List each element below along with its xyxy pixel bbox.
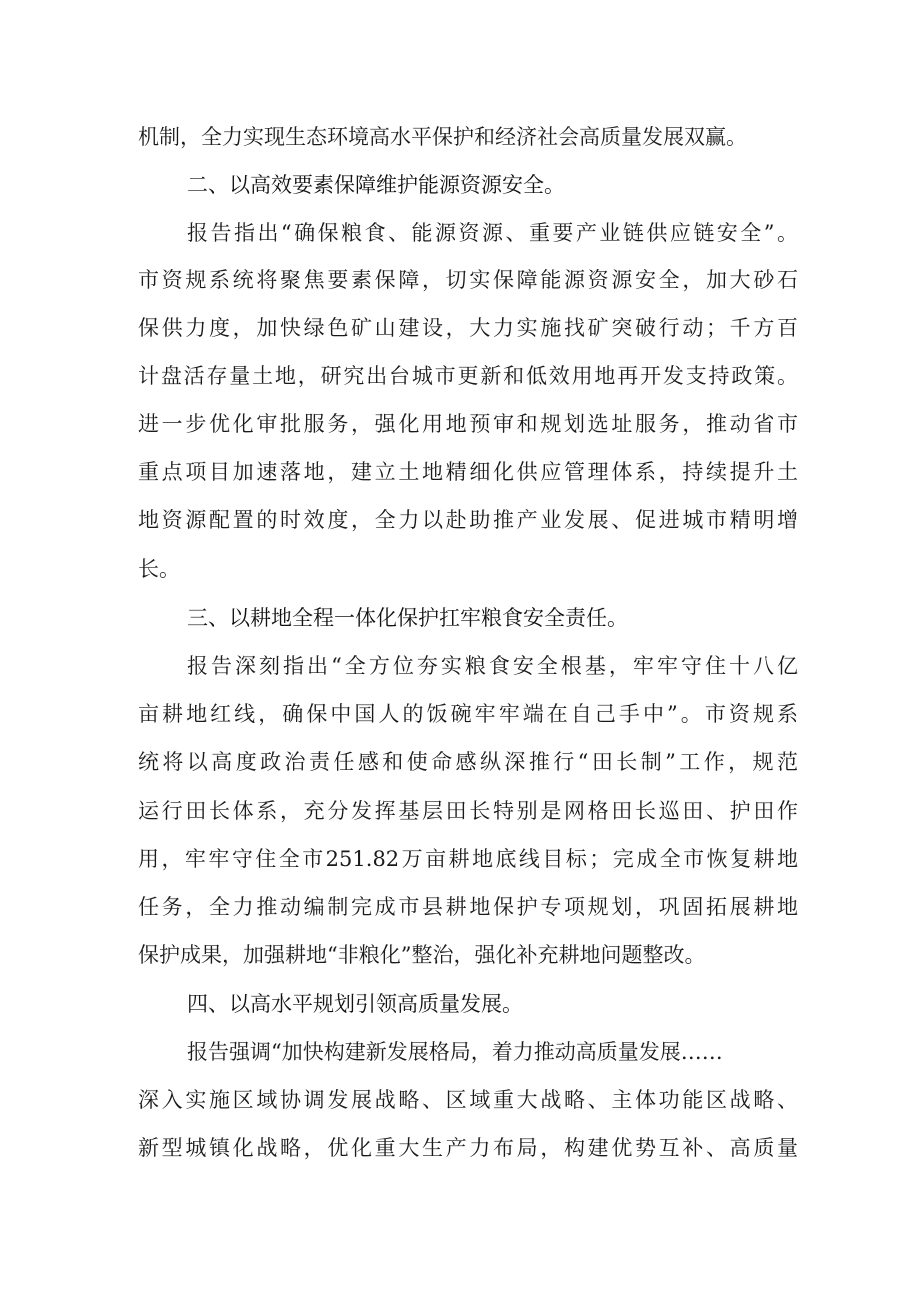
paragraph-line: 任务，全力推动编制完成市县耕地保护专项规划，巩固拓展耕地 (138, 895, 798, 919)
paragraph-line: 保护成果，加强耕地“非粮化”整治，强化补充耕地问题整改。 (138, 943, 706, 967)
paragraph-line: 亩耕地红线，确保中国人的饭碗牢牢端在自己手中”。市资规系 (138, 702, 798, 726)
paragraph-line: 市资规系统将聚焦要素保障，切实保障能源资源安全，加大砂石 (138, 268, 798, 292)
section-heading-2: 二、以高效要素保障维护能源资源安全。 (187, 173, 565, 197)
paragraph-line: 长。 (138, 557, 180, 581)
paragraph-line: 报告深刻指出“全方位夯实粮食安全根基，牢牢守住十八亿 (187, 654, 798, 678)
paragraph-line: 深入实施区域协调发展战略、区域重大战略、主体功能区战略、 (138, 1088, 798, 1112)
paragraph-line: 保供力度，加快绿色矿山建设，大力实施找矿突破行动；千方百 (138, 316, 798, 340)
paragraph-line: 统将以高度政治责任感和使命感纵深推行“田长制”工作，规范 (138, 750, 798, 774)
paragraph-line: 重点项目加速落地，建立土地精细化供应管理体系，持续提升土 (138, 460, 798, 484)
paragraph-line: 进一步优化审批服务，强化用地预审和规划选址服务，推动省市 (138, 412, 798, 436)
section-heading-3: 三、以耕地全程一体化保护扛牢粮食安全责任。 (187, 606, 628, 630)
paragraph-line: 报告指出“确保粮食、能源资源、重要产业链供应链安全”。 (187, 221, 798, 245)
paragraph-line: 运行田长体系，充分发挥基层田长特别是网格田长巡田、护田作 (138, 799, 798, 823)
paragraph-line: 新型城镇化战略，优化重大生产力布局，构建优势互补、高质量 (138, 1136, 798, 1160)
paragraph-line: 用，牢牢守住全市251.82万亩耕地底线目标；完成全市恢复耕地 (138, 847, 798, 871)
paragraph-line: 计盘活存量土地，研究出台城市更新和低效用地再开发支持政策。 (138, 364, 798, 388)
paragraph-line: 地资源配置的时效度，全力以赴助推产业发展、促进城市精明增 (138, 508, 798, 532)
paragraph-line: 报告强调“加快构建新发展格局，着力推动高质量发展…… (187, 1040, 723, 1064)
section-heading-4: 四、以高水平规划引领高质量发展。 (187, 992, 523, 1016)
paragraph-continuation-line: 机制，全力实现生态环境高水平保护和经济社会高质量发展双赢。 (138, 125, 747, 149)
